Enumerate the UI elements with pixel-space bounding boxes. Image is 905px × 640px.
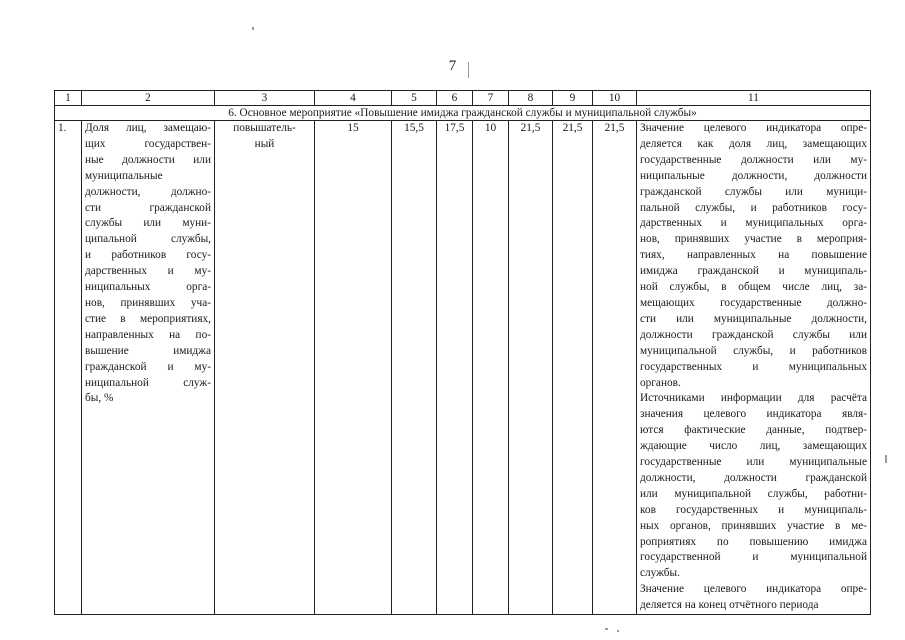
text-line: Значение целевого индикатора опре- (640, 583, 867, 596)
column-number-cell: 1 (55, 91, 82, 106)
text-line: ниципальных орга- (85, 281, 211, 294)
text-line: Источниками информации для расчёта (640, 392, 867, 405)
text-line: или муниципальной службы, работни- (640, 487, 867, 500)
scan-speck (252, 27, 254, 30)
text-line: нов, принявших участие в мероприя- (640, 233, 867, 246)
scan-speck (617, 630, 619, 632)
column-number-cell: 4 (315, 91, 392, 106)
column-number-cell: 8 (509, 91, 553, 106)
text-line: стие в мероприятиях, (85, 312, 211, 325)
column-number-cell: 6 (437, 91, 473, 106)
value-col-9: 21,5 (553, 121, 593, 615)
text-line: пальной службы, и работников госу- (640, 201, 867, 214)
text-line: бы, % (85, 392, 114, 405)
text-line: должности, должности гражданской (640, 471, 867, 484)
text-line: ждающие число лиц, замещающих (640, 440, 867, 453)
scan-speck (885, 455, 887, 463)
text-line: ниципальной служ- (85, 376, 211, 389)
text-line: роприятиях по повышению имиджа (640, 535, 867, 548)
text-line: ные должности или (85, 153, 211, 166)
text-line: щих государствен- (85, 137, 211, 150)
text-line: государственные должности или му- (640, 153, 867, 166)
text-line: Доля лиц, замещаю- (85, 122, 211, 134)
text-line: ных органов, принявших участие в ме- (640, 519, 867, 532)
indicator-table (54, 90, 871, 615)
text-line: сти гражданской (85, 201, 211, 214)
text-line: вышение имиджа (85, 344, 211, 357)
indicator-description (637, 121, 871, 615)
text-line: тиях, направленных на повышение (640, 249, 867, 262)
column-number-cell: 2 (82, 91, 215, 106)
text-line: муниципальные (85, 169, 163, 182)
text-line: нов, принявших уча- (85, 296, 211, 309)
text-line: дарственных и му- (85, 265, 211, 278)
table-row (55, 121, 871, 615)
value-col-7: 10 (473, 121, 509, 615)
page-number: 7 (448, 58, 457, 74)
text-line: деляется на конец отчётного периода (640, 599, 819, 612)
text-line: Значение целевого индикатора опре- (640, 122, 867, 134)
text-line: ной службы, в общем числе лиц, за- (640, 281, 867, 294)
scan-speck (468, 62, 469, 78)
text-line: ципальной службы, (85, 233, 211, 246)
text-line: службы или муни- (85, 217, 211, 230)
value-col-8: 21,5 (509, 121, 553, 615)
text-line: государственных и муниципальных (640, 360, 867, 373)
text-line: государственной и муниципальной (640, 551, 867, 564)
value-col-5: 15,5 (392, 121, 437, 615)
scan-speck (605, 628, 608, 630)
text-line: имиджа гражданской и муниципаль- (640, 265, 867, 278)
text-line: службы. (640, 567, 680, 580)
text-line: мещающих государственные должно- (640, 296, 867, 309)
value-col-4: 15 (315, 121, 392, 615)
column-number-row (55, 91, 871, 106)
text-line: ков государственных и муниципаль- (640, 503, 867, 516)
value-col-6: 17,5 (437, 121, 473, 615)
section-title: 6. Основное мероприятие «Повышение имиджа гражданской службы и муниципальной службы» (55, 106, 871, 121)
column-number-cell: 5 (392, 91, 437, 106)
column-number-cell: 7 (473, 91, 509, 106)
text-line: гражданской службы или муници- (640, 185, 867, 198)
text-line: ный (254, 137, 275, 150)
column-number-cell: 3 (215, 91, 315, 106)
text-line: органов. (640, 376, 681, 389)
text-line: сти или муниципальные должности, (640, 312, 867, 325)
text-line: повышатель- (233, 122, 296, 134)
text-line: направленных на по- (85, 328, 211, 341)
text-line: гражданской и му- (85, 360, 211, 373)
row-number: 1. (55, 121, 82, 615)
text-line: деляется как доля лиц, замещающих (640, 137, 867, 150)
column-number-cell: 10 (593, 91, 637, 106)
indicator-direction (215, 121, 315, 615)
text-line: дарственных и муниципальных орга- (640, 217, 867, 230)
text-line: ются фактические данные, подтвер- (640, 424, 867, 437)
text-line: муниципальной службы, и работников (640, 344, 867, 357)
indicator-name (82, 121, 215, 615)
text-line: государственные или муниципальные (640, 456, 867, 469)
section-row (55, 106, 871, 121)
text-line: должности, должно- (85, 185, 211, 198)
text-line: и работников госу- (85, 249, 211, 262)
value-col-10: 21,5 (593, 121, 637, 615)
text-line: ниципальные должности, должности (640, 169, 867, 182)
column-number-cell: 11 (637, 91, 871, 106)
text-line: значения целевого индикатора явля- (640, 408, 867, 421)
column-number-cell: 9 (553, 91, 593, 106)
text-line: должности гражданской службы или (640, 328, 867, 341)
